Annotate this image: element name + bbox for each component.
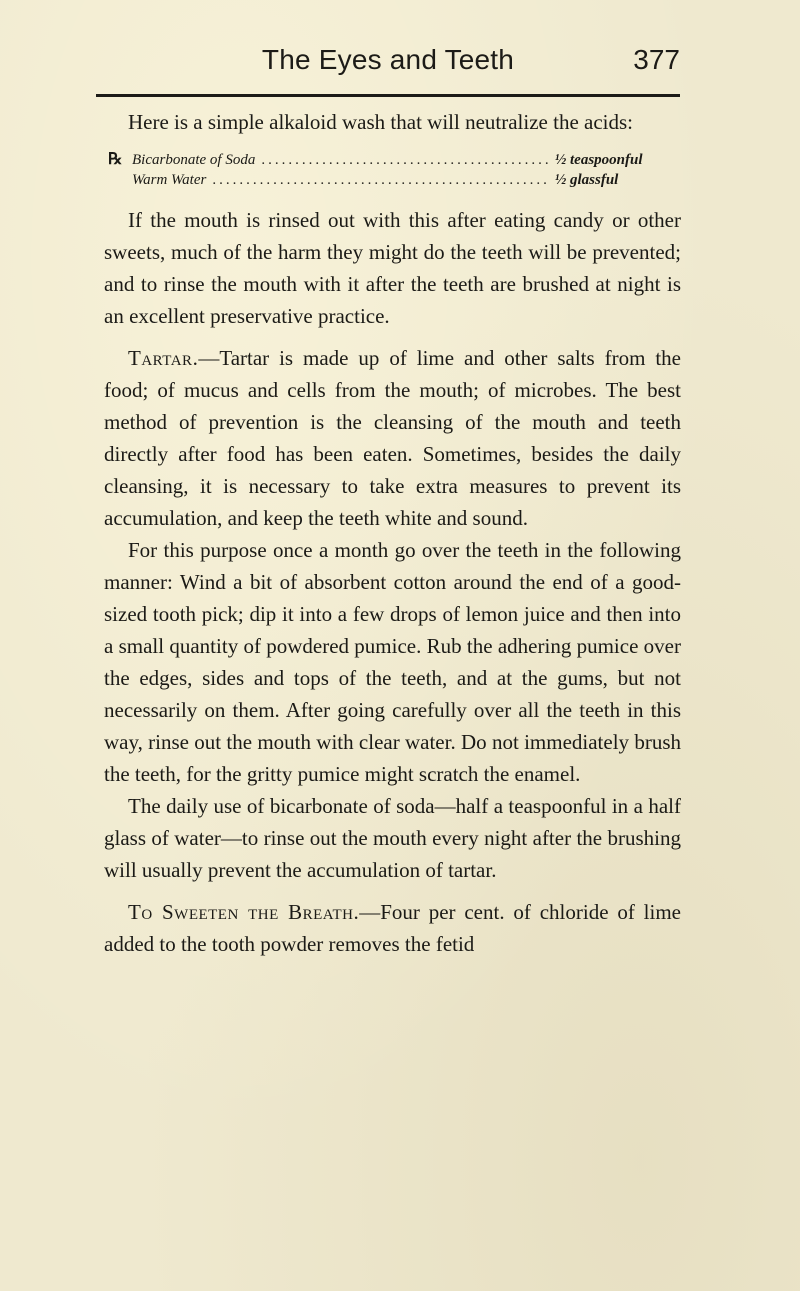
section-heading: To Sweeten the Breath. <box>128 900 360 924</box>
daily-use-paragraph: The daily use of bicarbonate of soda—half a teaspoonful in a half glass of water—to rinse out the mouth every night after the brushing will usually prevent the accumulation of tartar. <box>104 794 681 882</box>
recipe-row <box>104 170 681 190</box>
ingredient-quantity: ½ teaspoonful <box>555 152 643 168</box>
dot-leader <box>212 170 549 190</box>
chapter-title: The Eyes and Teeth <box>261 44 515 75</box>
header-rule <box>96 94 680 97</box>
ingredient-quantity: ½ glassful <box>555 172 619 188</box>
tartar-text: —Tartar is made up of lime and other salts from the food; of mucus and cells from the mouth; of microbes. The best method of prevention is the cleansing of the mouth and teeth directly after food has been eaten. Sometimes, besides the daily cleansing, it is necessary to take extra measures to prevent its accumulation, and keep the teeth white and sound. <box>104 346 681 530</box>
running-head <box>96 44 680 94</box>
page-number: 377 <box>633 44 680 75</box>
tartar-paragraph <box>104 342 681 534</box>
recipe-block <box>104 150 681 190</box>
breath-paragraph <box>104 896 681 960</box>
body-text <box>104 106 681 960</box>
dot-leader <box>261 150 549 170</box>
recipe-row <box>104 150 681 170</box>
monthly-cleaning-paragraph: For this purpose once a month go over the teeth in the following manner: Wind a bit of absorbent cotton around the end of a good-sized tooth pick; dip it into a few drops of lemon juice and then into a small quantity of powdered pumice. Rub the adhering pumice over the edges, sides and tops of the teeth, and at the gums, but not necessarily on them. After going carefully over all the teeth in this way, rinse out the mouth with clear water. Do not immediately brush the teeth, for the gritty pumice might scratch the enamel. <box>104 538 681 786</box>
section-heading: Tartar. <box>128 346 199 370</box>
prescription-symbol: ℞ <box>108 151 123 168</box>
intro-paragraph: Here is a simple alkaloid wash that will neutralize the acids: <box>128 110 634 134</box>
breath-text: —Four per cent. of chloride of lime added to the tooth powder removes the fetid <box>104 900 682 956</box>
ingredient-name: Bicarbonate of Soda <box>132 152 256 168</box>
ingredient-name: Warm Water <box>132 172 207 188</box>
rinse-paragraph: If the mouth is rinsed out with this after eating candy or other sweets, much of the harm they might do the teeth will be prevented; and to rinse the mouth with it after the teeth are brushed at night is an excellent preservative practice. <box>104 208 681 328</box>
